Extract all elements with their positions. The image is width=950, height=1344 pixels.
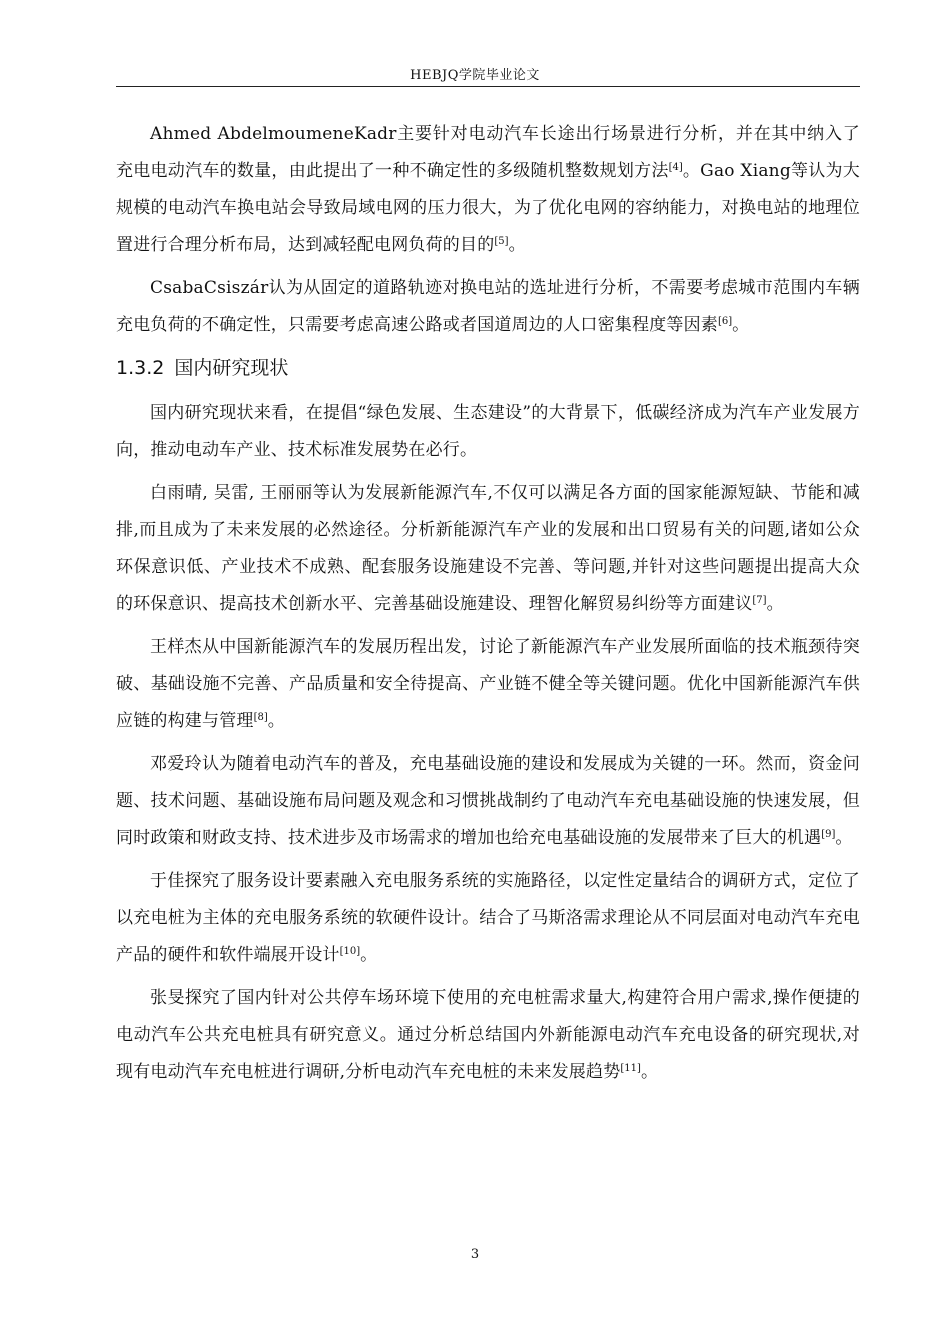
paragraph-text: 白雨晴, 吴雷, 王丽丽等认为发展新能源汽车,不仅可以满足各方面的国家能源短缺、节能和减排,而且成为了未来发展的必然途径。分析新能源汽车产业的发展和出口贸易有关的问题,诸如公众环保意识低、产业技术不成熟、配套服务设施建设不完善、等问题,并针对这些问题提出提高大众的环保意识、提高技术创新水平、完善基础设施建设、理智化解贸易纠纷等方面建议: [116, 483, 860, 614]
paragraph-domestic-4: [116, 746, 860, 857]
paragraph-abroad-2: [116, 270, 860, 344]
paragraph-domestic-1: [116, 395, 860, 469]
citation-ref: [10]: [339, 946, 361, 957]
paragraph-domestic-6: [116, 980, 860, 1091]
header-rule: [116, 86, 860, 87]
body-text: [116, 116, 860, 1097]
paragraph-text: 。: [640, 1062, 659, 1082]
paragraph-text: 张旻探究了国内针对公共停车场环境下使用的充电桩需求量大,构建符合用户需求,操作便捷的电动汽车公共充电桩具有研究意义。通过分析总结国内外新能源电动汽车充电设备的研究现状,对现有电动汽车充电桩进行调研,分析电动汽车充电桩的未来发展趋势: [116, 988, 860, 1082]
citation-ref: [9]: [821, 829, 836, 840]
section-heading: [116, 350, 860, 387]
citation-ref: [7]: [752, 595, 767, 606]
section-title: 国内研究现状: [174, 357, 289, 379]
citation-ref: [4]: [668, 162, 683, 173]
citation-ref: [8]: [253, 712, 268, 723]
section-number: 1.3.2: [116, 357, 165, 379]
citation-ref: [6]: [718, 316, 733, 327]
paragraph-text: 。: [267, 711, 285, 731]
paragraph-text: 。Gao Xiang等认为大规模的电动汽车换电站会导致局域电网的压力很大，为了优化电网的容纳能力，对换电站的地理位置进行合理分析布局，达到减轻配电网负荷的目的: [116, 161, 860, 255]
paragraph-text: CsabaCsiszár认为从固定的道路轨迹对换电站的选址进行分析，不需要考虑城市范围内车辆充电负荷的不确定性，只需要考虑高速公路或者国道周边的人口密集程度等因素: [116, 278, 860, 335]
paragraph-text: 。: [732, 315, 750, 335]
paragraph-domestic-5: [116, 863, 860, 974]
paragraph-text: 。: [835, 828, 853, 848]
paragraph-text: 。: [508, 235, 526, 255]
paragraph-text: 。: [766, 594, 784, 614]
citation-ref: [5]: [494, 236, 509, 247]
paragraph-abroad-1: [116, 116, 860, 264]
page-number: 3: [470, 1247, 480, 1262]
paragraph-domestic-2: [116, 475, 860, 623]
citation-ref: [11]: [620, 1063, 641, 1074]
paragraph-domestic-3: [116, 629, 860, 740]
paragraph-text: 。: [360, 945, 378, 965]
paragraph-text: 于佳探究了服务设计要素融入充电服务系统的实施路径，以定性定量结合的调研方式，定位了以充电桩为主体的充电服务系统的软硬件设计。结合了马斯洛需求理论从不同层面对电动汽车充电产品的硬件和软件端展开设计: [116, 871, 860, 965]
paragraph-text: 王样杰从中国新能源汽车的发展历程出发，讨论了新能源汽车产业发展所面临的技术瓶颈待突破、基础设施不完善、产品质量和安全待提高、产业链不健全等关键问题。优化中国新能源汽车供应链的构建与管理: [116, 637, 860, 731]
paragraph-text: Ahmed AbdelmoumeneKadr主要针对电动汽车长途出行场景进行分析，并在其中纳入了充电电动汽车的数量，由此提出了一种不确定性的多级随机整数规划方法: [116, 124, 860, 181]
paragraph-text: 邓爱玲认为随着电动汽车的普及，充电基础设施的建设和发展成为关键的一环。然而，资金问题、技术问题、基础设施布局问题及观念和习惯挑战制约了电动汽车充电基础设施的快速发展，但同时政策和财政支持、技术进步及市场需求的增加也给充电基础设施的发展带来了巨大的机遇: [116, 754, 860, 848]
paragraph-text: 国内研究现状来看，在提倡“绿色发展、生态建设”的大背景下，低碳经济成为汽车产业发展方向，推动电动车产业、技术标准发展势在必行。: [116, 403, 860, 460]
page-header-title: HEBJQ学院毕业论文: [410, 68, 540, 83]
